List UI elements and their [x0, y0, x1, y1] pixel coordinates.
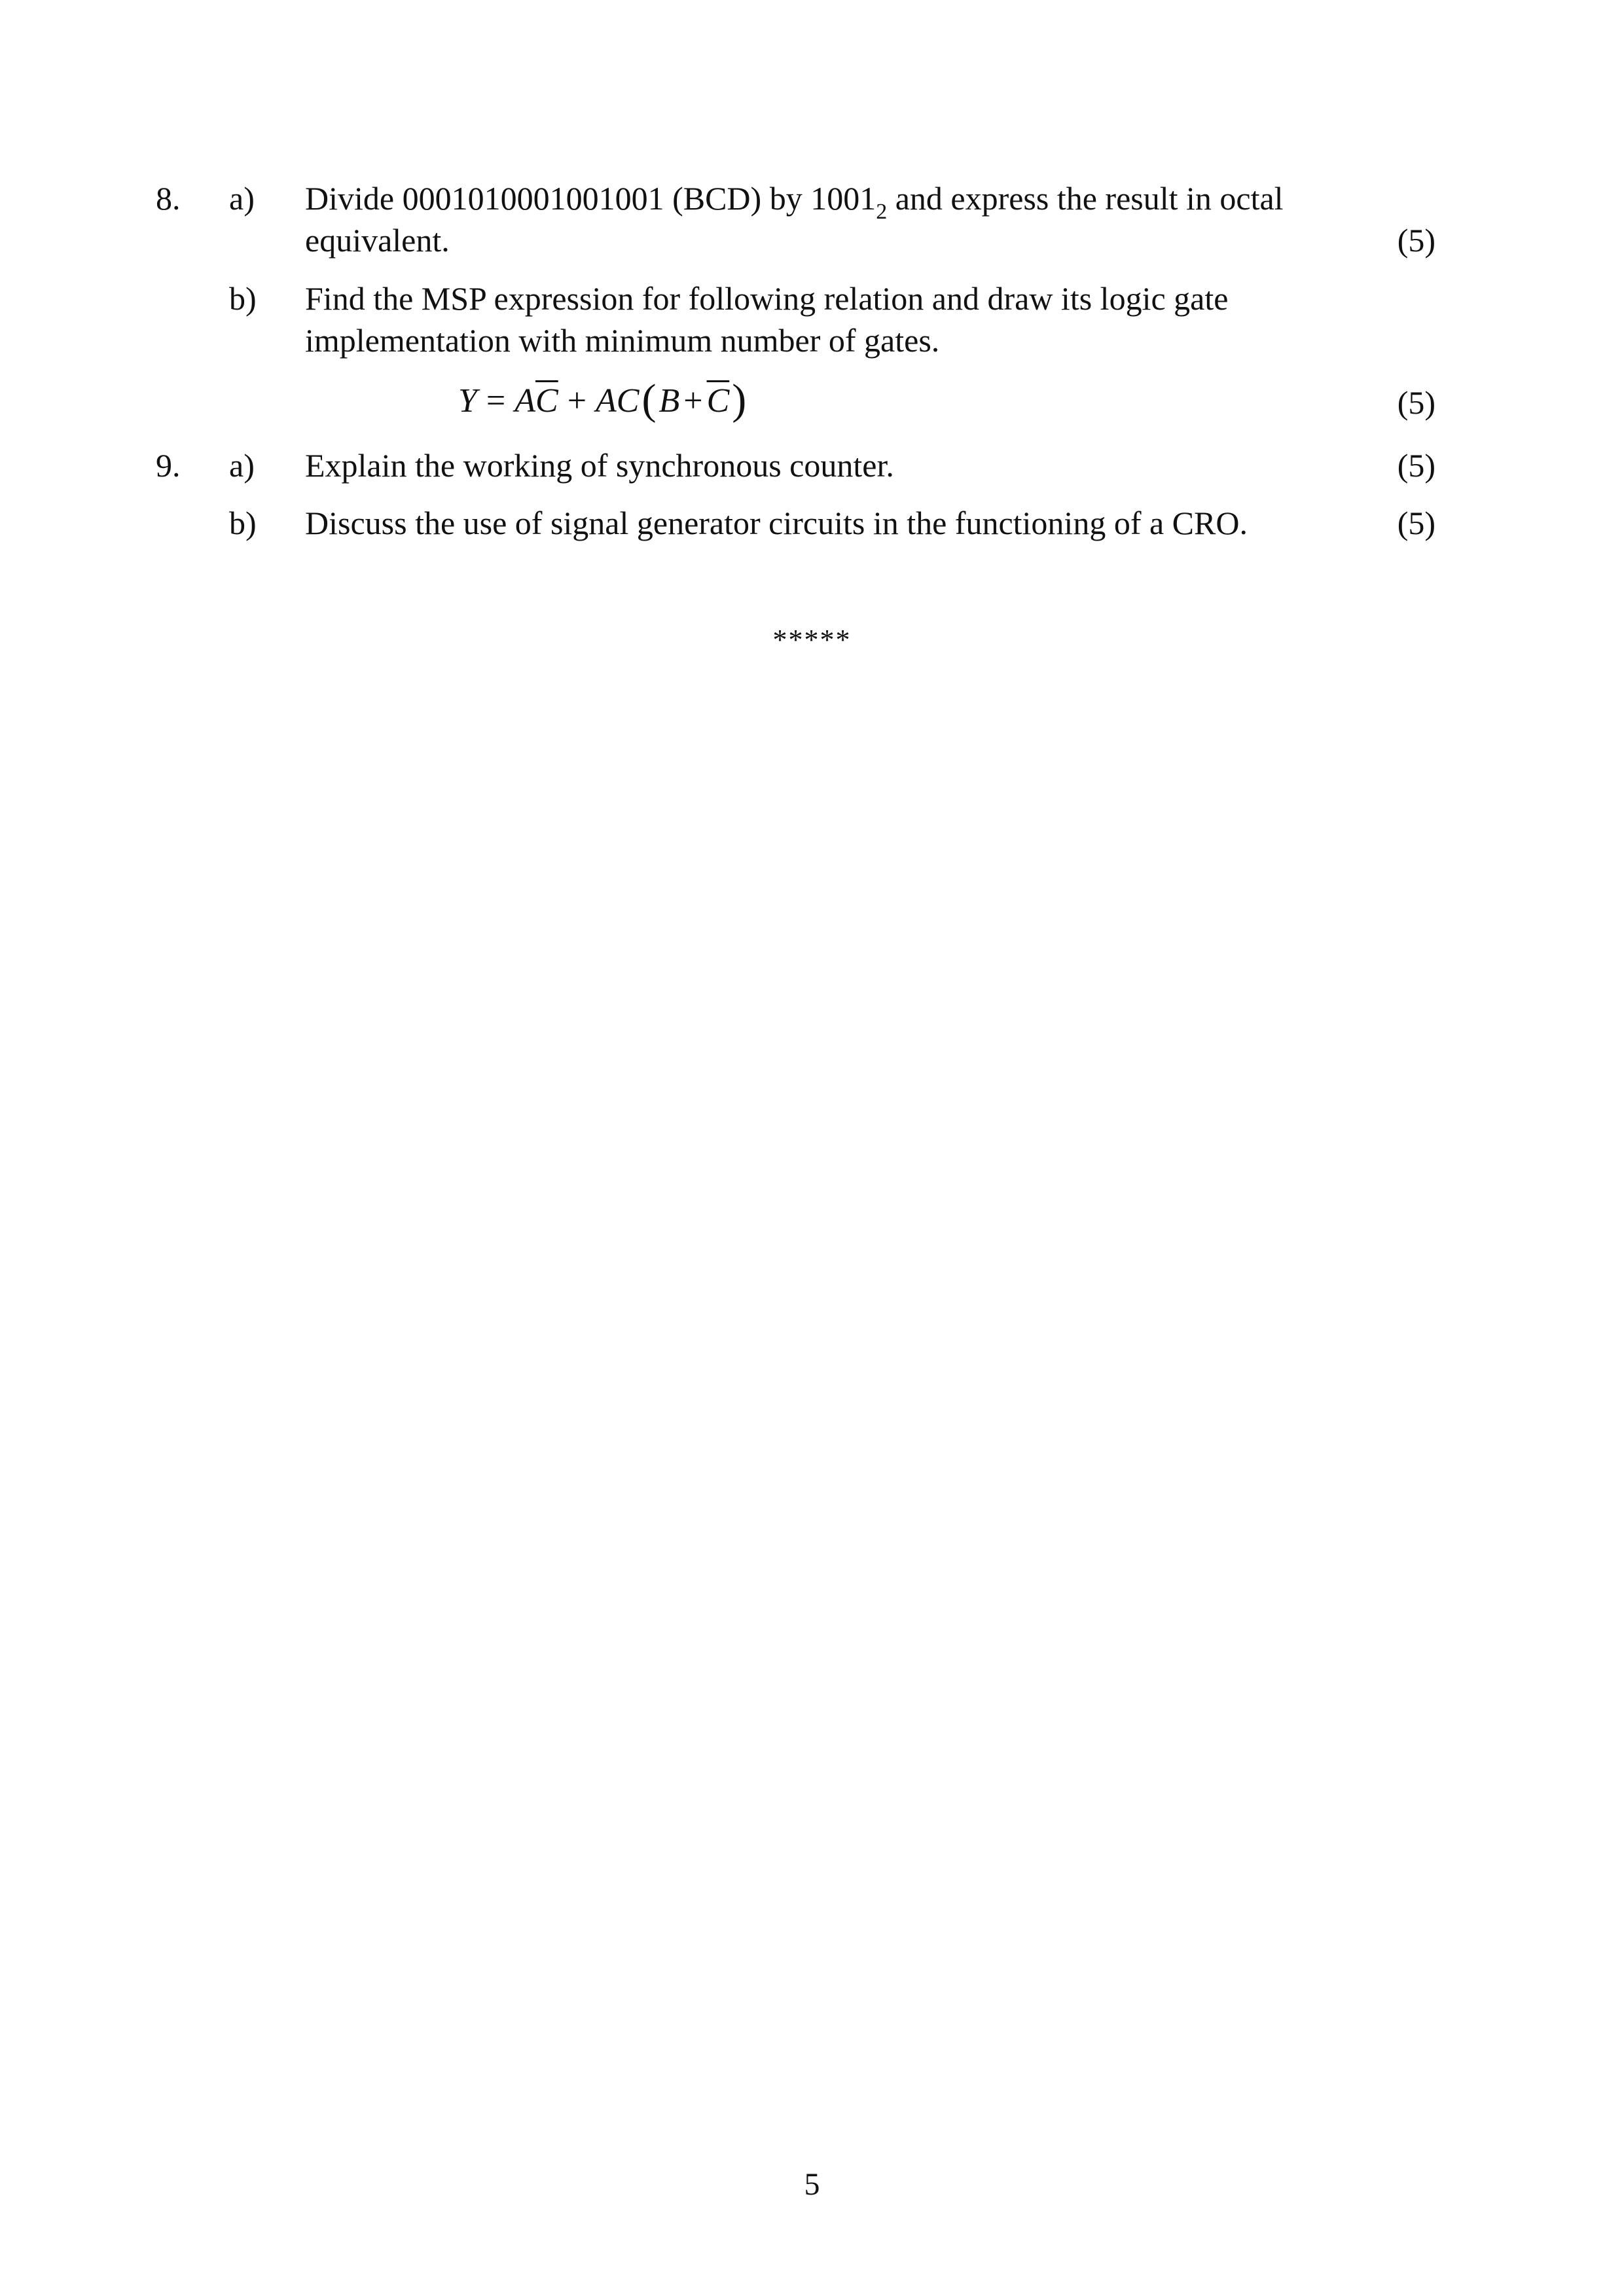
question-text-line: Find the MSP expression for following relation and draw its logic gate [305, 280, 1229, 317]
equation-operator: + [567, 382, 587, 420]
question-text-line: implementation with minimum number of gates. [305, 322, 940, 359]
part-label: b) [229, 280, 257, 317]
question-text-line: equivalent. [305, 222, 450, 259]
equation-symbol: Y [458, 382, 477, 420]
equation-symbol: B [659, 382, 680, 420]
equation-complement-symbol: $\overline{C}$ [706, 382, 730, 420]
end-separator: ***** [772, 624, 852, 656]
question-text-segment: and express the result in octal [887, 180, 1284, 217]
question-text-line: Explain the working of synchronous counter. [305, 447, 894, 484]
equation-operator: + [683, 382, 703, 420]
base-subscript: 2 [876, 200, 888, 224]
marks-label: (5) [1397, 505, 1435, 541]
page-number: 5 [804, 2167, 820, 2202]
question-text-segment: Divide 0001010001001001 (BCD) by 1001 [305, 180, 876, 217]
question-number: 9. [156, 447, 181, 484]
equation-symbol: A [596, 382, 617, 420]
question-text-line: Discuss the use of signal generator circuits in the functioning of a CRO. [305, 505, 1248, 541]
boolean-equation [458, 377, 749, 424]
equation-complement-symbol: $\overline{C}$ [535, 382, 558, 420]
equation-operator: = [486, 382, 506, 420]
part-label: b) [229, 505, 257, 541]
marks-label: (5) [1397, 222, 1435, 259]
question-text-line [305, 178, 1284, 223]
part-label: a) [229, 447, 255, 484]
equation-paren: ( [641, 376, 657, 423]
part-label: a) [229, 180, 255, 217]
equation-symbol: C [616, 382, 640, 420]
marks-label: (5) [1397, 447, 1435, 484]
marks-label: (5) [1397, 384, 1435, 421]
equation-paren: ) [732, 376, 747, 423]
equation-symbol: A [514, 382, 536, 420]
question-number: 8. [156, 180, 181, 217]
